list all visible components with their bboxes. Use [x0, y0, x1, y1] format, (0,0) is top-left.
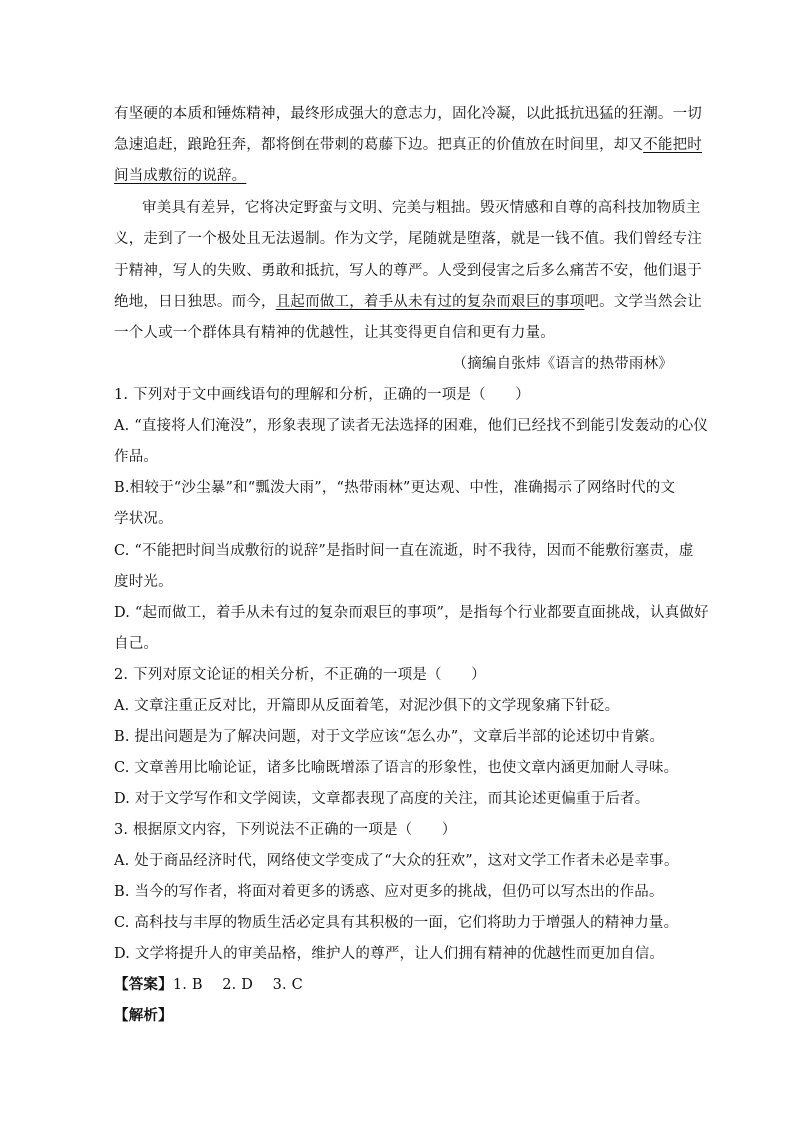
passage-line: 于精神，写人的失败、勇敢和抵抗，写人的尊严。人受到侵害之后多么痛苦不安，他们退于 [114, 263, 702, 279]
option-b: B. 提出问题是为了解决问题，对于文学应该“怎么办”，文章后半部的论述切中肯綮。 [114, 729, 665, 745]
option-a: A. “直接将人们淹没”，形象表现了读者无法选择的困难，他们已经找不到能引发轰动的心仪 [114, 418, 709, 434]
option-d: D. 对于文学写作和文学阅读，文章都表现了高度的关注，而其论述更偏重于后者。 [114, 791, 650, 807]
option-c: C. 文章善用比喻论证，诸多比喻既增添了语言的形象性，也使文章内涵更加耐人寻味。 [114, 760, 679, 776]
option-a: A. 文章注重正反对比，开篇即从反面着笔，对泥沙俱下的文学现象痛下针砭。 [114, 698, 620, 714]
underlined-phrase: 且起而做工，着手从未有过的复杂而艰巨的事项 [275, 294, 585, 310]
passage-line [114, 166, 246, 186]
option-d: D. “起而做工，着手从未有过的复杂而艰巨的事项”，是指每个行业都要直面挑战，认真做好 [114, 605, 709, 621]
passage-line: 审美具有差异，它将决定野蛮与文明、完美与粗拙。毁灭情感和自尊的高科技加物质主 [142, 200, 701, 216]
question-stem: 1. 下列对于文中画线语句的理解和分析，正确的一项是（ ） [114, 387, 530, 403]
passage-line: 一个人或一个群体具有精神的优越性，让其变得更自信和更有力量。 [114, 325, 555, 341]
passage-line: 有坚硬的本质和锤炼精神，最终形成强大的意志力，固化冷凝，以此抵抗迅猛的狂潮。一切 [114, 106, 702, 122]
question-stem: 3. 根据原文内容，下列说法不正确的一项是（ ） [114, 822, 457, 838]
source-citation: （摘编自张炜《语言的热带雨林》 [452, 356, 673, 372]
option-d-cont: 自己。 [114, 636, 159, 652]
option-c-cont: 度时光。 [114, 574, 173, 590]
option-c: C. “不能把时间当成敷衍的说辞”是指时间一直在流逝，时不我待，因而不能敷衍塞责，虚 [114, 543, 694, 559]
option-d: D. 文学将提升人的审美品格，维护人的尊严，让人们拥有精神的优越性而更加自信。 [114, 946, 665, 962]
option-a-cont: 作品。 [114, 449, 159, 465]
underlined-phrase: 不能把时 [643, 137, 703, 153]
analysis-label: 【解析】 [114, 1007, 173, 1024]
option-b: B. 当今的写作者，将面对着更多的诱惑、应对更多的挑战，但仍可以写杰出的作品。 [114, 884, 664, 900]
passage-line: 义，走到了一个极处且无法遏制。作为文学，尾随就是堕落，就是一钱不值。我们曾经专注 [114, 231, 702, 247]
option-c: C. 高科技与丰厚的物质生活必定具有其积极的一面，它们将助力于增强人的精神力量。 [114, 915, 679, 931]
underlined-phrase: 间当成敷衍的说辞。 [114, 168, 247, 184]
option-a: A. 处于商品经济时代，网络使文学变成了“大众的狂欢”，这对文学工作者未必是幸事。 [114, 853, 679, 869]
passage-line: 绝地，日日独思。而今，且起而做工，着手从未有过的复杂而艰巨的事项吧。文学当然会让 [114, 294, 703, 310]
option-b-cont: 学状况。 [114, 511, 173, 527]
answer-label: 【答案】 [114, 976, 173, 993]
answer-row [114, 975, 303, 995]
option-b: B.相较于“沙尘暴”和“瓢泼大雨”，“热带雨林”更达观、中性，准确揭示了网络时代的文 [114, 480, 676, 496]
analysis-row [114, 1006, 173, 1026]
answer-text: 1. B 2. D 3. C [172, 977, 303, 993]
passage-line: 急速追赶，踉跄狂奔，都将倒在带刺的葛藤下边。把真正的价值放在时间里，却又不能把时 [114, 137, 703, 153]
question-stem: 2. 下列对原文论证的相关分析，不正确的一项是（ ） [114, 667, 486, 683]
